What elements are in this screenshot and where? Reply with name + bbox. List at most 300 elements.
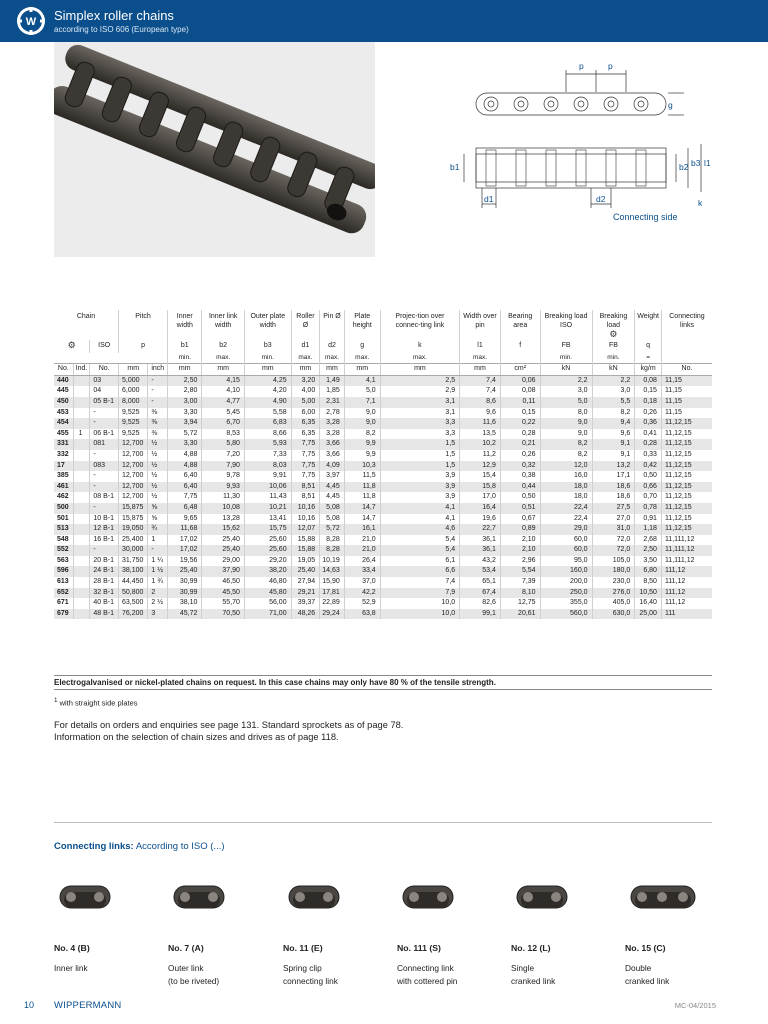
table-cell: 37,0 xyxy=(344,577,380,588)
table-row xyxy=(54,482,712,493)
col-outer-plate-width: Outer plate width xyxy=(244,310,291,340)
table-row xyxy=(54,429,712,440)
connecting-links-heading-rest: According to ISO (...) xyxy=(133,841,225,852)
table-cell: 5,4 xyxy=(380,545,459,556)
table-cell: 39,37 xyxy=(291,598,320,609)
table-row xyxy=(54,471,712,482)
table-cell: 3,94 xyxy=(168,418,202,429)
table-cell: 6,000 xyxy=(119,386,148,397)
page-title: Simplex roller chains xyxy=(54,8,174,23)
table-cell: 4,45 xyxy=(320,482,345,493)
unit-cell: mm xyxy=(202,364,245,376)
table-cell: - xyxy=(148,375,168,386)
table-cell: 4,1 xyxy=(344,375,380,386)
table-cell: 17,0 xyxy=(460,492,501,503)
table-cell: 276,0 xyxy=(592,588,635,599)
table-cell: 22,7 xyxy=(460,524,501,535)
table-cell: 9,1 xyxy=(592,439,635,450)
table-cell: ½ xyxy=(148,471,168,482)
connecting-link-desc-line1: Spring clip xyxy=(283,963,322,973)
table-cell: 8,2 xyxy=(540,439,592,450)
table-cell: 31,750 xyxy=(119,556,148,567)
table-cell: 0,91 xyxy=(635,514,662,525)
table-cell: 19,05 xyxy=(291,556,320,567)
table-cell: 3,30 xyxy=(168,408,202,419)
table-cell: 2,50 xyxy=(635,545,662,556)
label-d2: d2 xyxy=(596,194,606,204)
table-cell: - xyxy=(90,408,119,419)
wippermann-logo-icon xyxy=(16,6,46,36)
limit-g: max. xyxy=(344,353,380,364)
table-cell: 081 xyxy=(90,439,119,450)
table-cell: 1 xyxy=(148,535,168,546)
table-cell: 22,4 xyxy=(540,503,592,514)
col-projection: Projec-tion over connec-ting link xyxy=(380,310,459,340)
table-row xyxy=(54,375,712,386)
sym-f: f xyxy=(500,340,540,353)
table-cell: 0,50 xyxy=(635,471,662,482)
connecting-link-description xyxy=(283,962,393,987)
footnote-mark: 1 xyxy=(54,697,58,704)
chain-number-cell: 679 xyxy=(54,609,73,620)
table-cell: 6,35 xyxy=(291,418,320,429)
sym-q: q xyxy=(635,340,662,353)
table-cell: 3,97 xyxy=(320,471,345,482)
connecting-link-number: No. 15 (C) xyxy=(625,943,666,953)
table-cell: 0,18 xyxy=(635,397,662,408)
col-plate-height: Plate height xyxy=(344,310,380,340)
table-cell: 0,08 xyxy=(635,375,662,386)
table-cell: 0,06 xyxy=(500,375,540,386)
table-cell: 3,9 xyxy=(380,471,459,482)
table-cell: 12,700 xyxy=(119,450,148,461)
table-cell: 42,2 xyxy=(344,588,380,599)
table-row xyxy=(54,545,712,556)
table-cell: 17,1 xyxy=(592,471,635,482)
sym-b1: b1 xyxy=(168,340,202,353)
table-cell: 38,10 xyxy=(168,598,202,609)
limit-b1: min. xyxy=(168,353,202,364)
table-cell: 12,07 xyxy=(291,524,320,535)
limit-q: = xyxy=(635,353,662,364)
table-cell: 14,63 xyxy=(320,566,345,577)
limit-d2: max. xyxy=(320,353,345,364)
table-cell: 8,2 xyxy=(592,408,635,419)
table-cell: 1,18 xyxy=(635,524,662,535)
connecting-link-desc-line2: with cottered pin xyxy=(397,975,458,986)
chain-number-cell: 552 xyxy=(54,545,73,556)
footer-brand: WIPPERMANN xyxy=(54,1000,122,1011)
table-cell: 16 B-1 xyxy=(90,535,119,546)
unit-cell: inch xyxy=(148,364,168,376)
table-cell xyxy=(73,524,90,535)
connecting-link-desc-line2: cranked link xyxy=(625,975,670,986)
table-cell: 6,70 xyxy=(202,418,245,429)
table-cell: 18,0 xyxy=(540,482,592,493)
table-cell: 1 ¼ xyxy=(148,556,168,567)
table-cell: 14,7 xyxy=(344,514,380,525)
table-cell xyxy=(73,386,90,397)
table-cell: 0,41 xyxy=(635,429,662,440)
table-cell: 16,40 xyxy=(635,598,662,609)
chain-number-cell: 454 xyxy=(54,418,73,429)
table-cell: 30,99 xyxy=(168,588,202,599)
table-cell: 25,40 xyxy=(291,566,320,577)
table-cell: 083 xyxy=(90,461,119,472)
table-cell: 27,0 xyxy=(592,514,635,525)
table-cell: 3,1 xyxy=(380,397,459,408)
chain-gear-icon: ⚙ xyxy=(67,340,76,350)
connecting-link-image xyxy=(625,868,705,926)
connecting-link-desc-line1: Inner link xyxy=(54,963,88,973)
table-cell: 26,4 xyxy=(344,556,380,567)
connecting-link-image xyxy=(397,868,477,926)
table-cell: 2,78 xyxy=(320,408,345,419)
table-cell: 200,0 xyxy=(540,577,592,588)
unit-cell: kN xyxy=(540,364,592,376)
table-cell: 13,28 xyxy=(202,514,245,525)
table-cell: 9,6 xyxy=(460,408,501,419)
connecting-link-card xyxy=(511,868,621,987)
table-cell: 11,12,15 xyxy=(661,492,712,503)
table-cell: 5,08 xyxy=(320,514,345,525)
table-cell xyxy=(73,566,90,577)
table-cell xyxy=(73,609,90,620)
sym-g: g xyxy=(344,340,380,353)
connecting-link-description xyxy=(511,962,621,987)
table-cell: 2,2 xyxy=(592,375,635,386)
table-cell: 15,88 xyxy=(291,535,320,546)
table-cell: 95,0 xyxy=(540,556,592,567)
chain-number-cell: 462 xyxy=(57,493,69,501)
chain-number-cell: 613 xyxy=(57,578,69,586)
table-cell: 19,56 xyxy=(168,556,202,567)
table-cell: 11,12,15 xyxy=(661,514,712,525)
table-cell: 5,72 xyxy=(320,524,345,535)
table-cell: 1 ¾ xyxy=(148,577,168,588)
table-cell: 9,93 xyxy=(202,482,245,493)
table-cell xyxy=(73,375,90,386)
table-cell: 4,15 xyxy=(202,375,245,386)
table-cell: 44,450 xyxy=(119,577,148,588)
table-cell: 45,72 xyxy=(168,609,202,620)
table-cell: 0,32 xyxy=(500,461,540,472)
table-cell: 63,500 xyxy=(119,598,148,609)
table-cell: 5,000 xyxy=(119,375,148,386)
table-cell: 29,21 xyxy=(291,588,320,599)
unit-cell: mm xyxy=(119,364,148,376)
table-cell: 11,30 xyxy=(202,492,245,503)
table-cell: 7,4 xyxy=(460,386,501,397)
table-cell: 12,700 xyxy=(119,439,148,450)
table-cell: 8,000 xyxy=(119,397,148,408)
table-cell: 3,66 xyxy=(320,439,345,450)
col-inner-width: Inner width xyxy=(168,310,202,340)
chain-number-cell: 331 xyxy=(54,439,73,450)
connecting-link-number: No. 4 (B) xyxy=(54,943,90,953)
table-cell: 111,12 xyxy=(661,577,712,588)
table-cell: 36,1 xyxy=(460,535,501,546)
connecting-links-heading xyxy=(54,841,225,852)
table-cell: 2,10 xyxy=(500,535,540,546)
table-cell: 72,0 xyxy=(592,545,635,556)
table-cell xyxy=(73,492,90,503)
table-cell: 4,25 xyxy=(244,375,291,386)
table-cell: 2 ½ xyxy=(148,598,168,609)
col-breaking-load-iso: Breaking load ISO xyxy=(540,310,592,340)
table-cell: 3,9 xyxy=(380,492,459,503)
chain-number-cell: 671 xyxy=(57,599,69,607)
table-cell: 3,3 xyxy=(380,429,459,440)
table-cell: 11,12,15 xyxy=(661,439,712,450)
table-cell: 10,0 xyxy=(380,609,459,620)
table-cell: 48,26 xyxy=(291,609,320,620)
table-cell: 0,70 xyxy=(635,492,662,503)
table-cell: 56,00 xyxy=(244,598,291,609)
connecting-link-card xyxy=(54,868,164,975)
table-cell: 15,88 xyxy=(291,545,320,556)
table-cell: ⅝ xyxy=(148,514,168,525)
table-cell: 3,66 xyxy=(320,450,345,461)
table-cell: 25,40 xyxy=(202,545,245,556)
label-b1: b1 xyxy=(450,162,460,172)
table-cell: 9,0 xyxy=(540,429,592,440)
table-cell: 12,700 xyxy=(119,492,148,503)
chain-number-cell: 652 xyxy=(54,588,73,599)
table-cell xyxy=(73,514,90,525)
sym-b3: b3 xyxy=(244,340,291,353)
table-cell: 15,875 xyxy=(119,503,148,514)
chain-number-cell: 450 xyxy=(54,397,73,408)
limit-fb: min. xyxy=(592,353,635,364)
table-row xyxy=(54,439,712,450)
table-cell: 160,0 xyxy=(540,566,592,577)
connecting-link-number: No. 11 (E) xyxy=(283,943,323,953)
chain-number-cell: 445 xyxy=(57,387,69,395)
table-cell: 11,12,15 xyxy=(661,461,712,472)
limit-k: max. xyxy=(380,353,459,364)
chain-number-cell: 440 xyxy=(54,375,73,386)
chain-number-cell: 548 xyxy=(57,535,69,543)
table-row xyxy=(54,535,712,546)
connecting-link-number: No. 111 (S) xyxy=(397,943,441,953)
table-cell: 3 xyxy=(148,609,168,620)
col-weight: Weight xyxy=(635,310,662,340)
connecting-link-description xyxy=(397,962,507,987)
table-cell: 8,53 xyxy=(202,429,245,440)
table-cell: 7,33 xyxy=(244,450,291,461)
table-cell xyxy=(73,535,90,546)
label-b3: b3 xyxy=(691,158,701,168)
connecting-side-label: Connecting side xyxy=(613,212,678,222)
table-cell: 4,90 xyxy=(244,397,291,408)
table-cell: 46,80 xyxy=(244,577,291,588)
table-cell: 8,51 xyxy=(291,492,320,503)
connecting-link-desc-line2: (to be riveted) xyxy=(168,975,220,986)
table-cell: 8,51 xyxy=(291,482,320,493)
table-cell: 7,39 xyxy=(500,577,540,588)
table-cell: 40 B-1 xyxy=(90,598,119,609)
table-cell: 11,2 xyxy=(460,450,501,461)
unit-row xyxy=(54,364,712,376)
connecting-link-image xyxy=(54,868,134,926)
wippermann-gear-icon: ⚙ xyxy=(609,329,618,339)
table-cell: 9,4 xyxy=(592,418,635,429)
table-cell: - xyxy=(148,545,168,556)
chain-photo xyxy=(54,42,375,257)
table-cell: 19,050 xyxy=(119,524,148,535)
table-cell: 1,5 xyxy=(380,439,459,450)
document-code: MC-04/2015 xyxy=(674,1001,716,1010)
table-cell: 7,4 xyxy=(460,375,501,386)
table-cell: 2,2 xyxy=(540,375,592,386)
table-cell: 111,12 xyxy=(661,566,712,577)
table-cell: 16,4 xyxy=(460,503,501,514)
table-cell: 6,35 xyxy=(291,429,320,440)
table-cell: 11,12,15 xyxy=(661,418,712,429)
table-cell: 50,800 xyxy=(119,588,148,599)
sym-fb-iso: FB xyxy=(540,340,592,353)
table-row xyxy=(54,577,712,588)
table-cell: 9,0 xyxy=(344,418,380,429)
sym-d2: d2 xyxy=(320,340,345,353)
table-cell: ½ xyxy=(148,461,168,472)
table-cell: 10,08 xyxy=(202,503,245,514)
table-row xyxy=(54,503,712,514)
connecting-link-desc-line1: Double xyxy=(625,963,652,973)
table-cell: 3,9 xyxy=(380,482,459,493)
table-cell: 36,1 xyxy=(460,545,501,556)
label-p2: p xyxy=(608,61,613,71)
table-cell: 38,100 xyxy=(119,566,148,577)
table-cell: 11,111,12 xyxy=(661,556,712,567)
table-row xyxy=(54,514,712,525)
table-cell: 6,80 xyxy=(635,566,662,577)
table-cell: 27,5 xyxy=(592,503,635,514)
table-cell: ½ xyxy=(148,492,168,503)
table-cell: 11,15 xyxy=(661,375,712,386)
unit-cell: mm xyxy=(344,364,380,376)
table-cell xyxy=(73,598,90,609)
table-cell: 10,3 xyxy=(344,461,380,472)
table-row xyxy=(54,386,712,397)
table-cell: 3,3 xyxy=(380,418,459,429)
table-cell: 11,15 xyxy=(661,386,712,397)
footnote xyxy=(54,697,138,708)
table-cell: 6,83 xyxy=(244,418,291,429)
table-cell: 25,60 xyxy=(244,545,291,556)
table-cell: 6,1 xyxy=(380,556,459,567)
table-cell: 5,08 xyxy=(320,503,345,514)
table-cell: 10,19 xyxy=(320,556,345,567)
sym-fb: FB xyxy=(592,340,635,353)
sym-d1: d1 xyxy=(291,340,320,353)
chain-spec-table xyxy=(54,310,712,619)
table-cell: 3,00 xyxy=(168,397,202,408)
table-cell xyxy=(73,450,90,461)
table-cell: 6,40 xyxy=(168,471,202,482)
table-cell: 14,7 xyxy=(344,503,380,514)
unit-cell: kg/m xyxy=(635,364,662,376)
col-pin: Pin Ø xyxy=(320,310,345,340)
table-cell: 17,02 xyxy=(168,545,202,556)
table-cell: 15,75 xyxy=(244,524,291,535)
connecting-link-image xyxy=(511,868,591,926)
table-cell: 6,00 xyxy=(291,408,320,419)
table-cell: 0,21 xyxy=(500,439,540,450)
chain-number-cell: 513 xyxy=(54,524,73,535)
table-cell: 7,75 xyxy=(291,471,320,482)
table-cell: 8,03 xyxy=(244,461,291,472)
connecting-link-desc-line1: Single xyxy=(511,963,535,973)
table-cell: 7,75 xyxy=(291,461,320,472)
table-cell: 9,91 xyxy=(244,471,291,482)
table-cell: 20,61 xyxy=(500,609,540,620)
table-cell: 0,26 xyxy=(635,408,662,419)
table-cell: 3,30 xyxy=(168,439,202,450)
table-cell: 30,000 xyxy=(119,545,148,556)
chain-number-cell: 563 xyxy=(57,556,69,564)
table-cell: 10,16 xyxy=(291,503,320,514)
table-cell: 17,02 xyxy=(168,535,202,546)
table-cell: 111 xyxy=(661,609,712,620)
table-cell: 22,4 xyxy=(540,514,592,525)
table-cell: 7,90 xyxy=(202,461,245,472)
table-cell: 3,28 xyxy=(320,418,345,429)
table-cell: 5,54 xyxy=(500,566,540,577)
table-cell: 43,2 xyxy=(460,556,501,567)
table-cell: 7,75 xyxy=(168,492,202,503)
table-cell: 28 B-1 xyxy=(90,577,119,588)
table-cell: 1,49 xyxy=(320,375,345,386)
col-inner-link-width: Inner link width xyxy=(202,310,245,340)
connecting-link-card xyxy=(168,868,278,987)
connecting-links-heading-bold: Connecting links: xyxy=(54,841,134,852)
table-cell: 6,40 xyxy=(168,482,202,493)
table-cell: 8,28 xyxy=(320,545,345,556)
table-cell: 0,36 xyxy=(635,418,662,429)
table-cell: 9,0 xyxy=(344,408,380,419)
table-cell: - xyxy=(148,386,168,397)
table-cell: 2,5 xyxy=(380,375,459,386)
sym-iso: ISO xyxy=(90,340,119,353)
unit-cell: mm xyxy=(380,364,459,376)
limit-fb-iso: min. xyxy=(540,353,592,364)
table-cell: 16,1 xyxy=(344,524,380,535)
table-cell: 1 xyxy=(73,429,90,440)
table-cell: 71,00 xyxy=(244,609,291,620)
table-cell: ½ xyxy=(148,439,168,450)
table-row xyxy=(54,397,712,408)
table-cell: 5,72 xyxy=(168,429,202,440)
table-cell: 7,4 xyxy=(380,577,459,588)
table-cell xyxy=(73,556,90,567)
table-cell: 12,700 xyxy=(119,482,148,493)
table-cell: 18,6 xyxy=(592,482,635,493)
unit-cell: Ind. xyxy=(73,364,90,376)
table-cell: 3,28 xyxy=(320,429,345,440)
table-cell: 60,0 xyxy=(540,535,592,546)
table-cell: 0,15 xyxy=(500,408,540,419)
spec-table-body xyxy=(54,375,712,619)
connecting-link-description xyxy=(625,962,735,987)
table-cell: 6,6 xyxy=(380,566,459,577)
sym-b2: b2 xyxy=(202,340,245,353)
chain-number-cell: 385 xyxy=(57,472,69,480)
label-p1: p xyxy=(579,61,584,71)
table-row xyxy=(54,524,712,535)
section-divider xyxy=(54,822,712,823)
